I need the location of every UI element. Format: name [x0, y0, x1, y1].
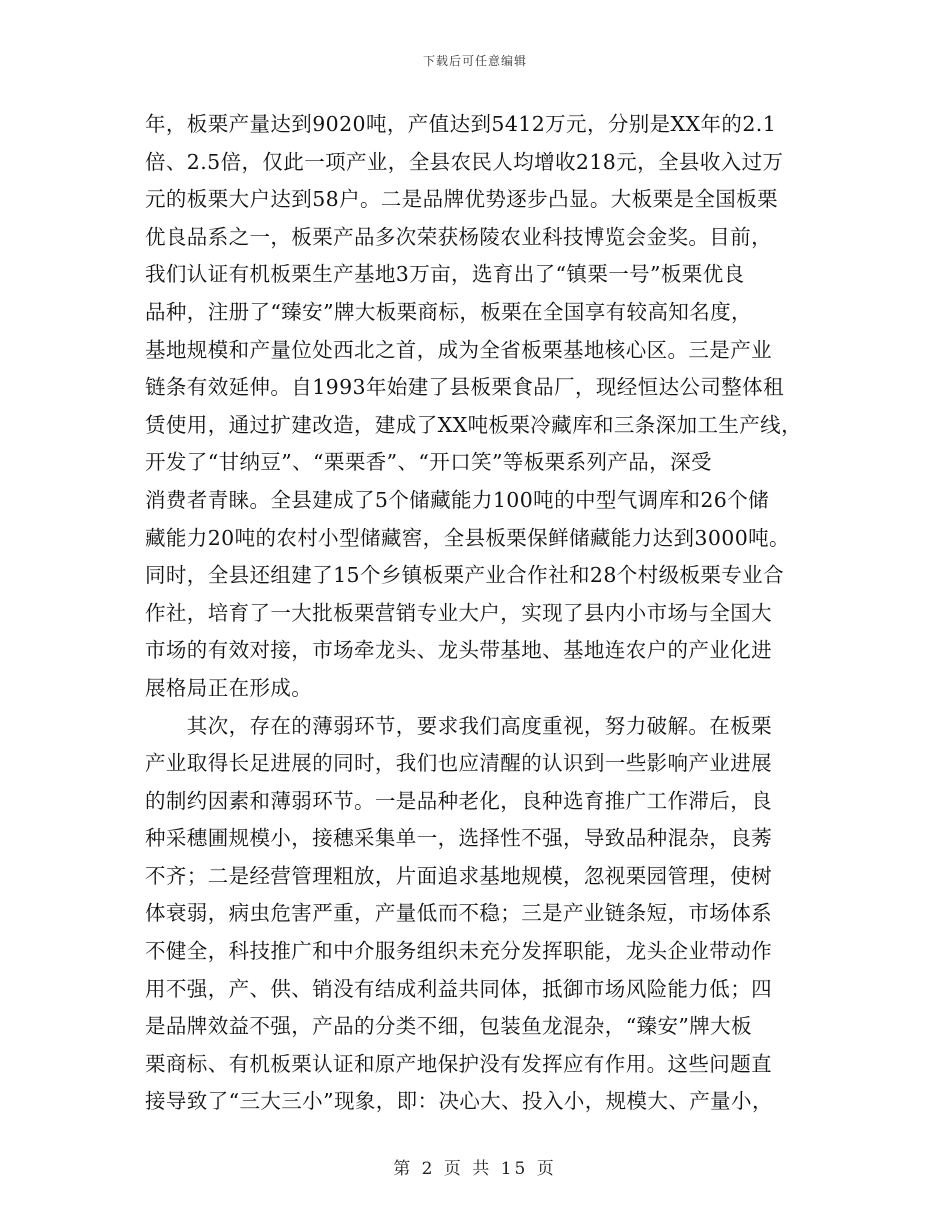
text-line: 作社，培育了一大批板栗营销专业大户，实现了县内小市场与全国大 — [145, 600, 772, 625]
text-line: 基地规模和产量位处西北之首，成为全省板栗基地核心区。三是产业 — [145, 337, 772, 362]
text-line: 的制约因素和薄弱环节。一是品种老化，良种选育推广工作滞后，良 — [145, 788, 772, 813]
text-line: 我们认证有机板栗生产基地3万亩，选育出了“镇栗一号”板栗优良 — [145, 262, 745, 287]
text-line: 倍、2.5倍，仅此一项产业，全县农民人均增收218元，全县收入过万 — [145, 149, 784, 174]
text-line: 市场的有效对接，市场牵龙头、龙头带基地、基地连农户的产业化进 — [145, 638, 772, 663]
text-line: 元的板栗大户达到58户。二是品牌优势逐步凸显。大板栗是全国板栗 — [145, 187, 778, 212]
page-header: 下载后可任意编辑 — [422, 54, 527, 68]
text-line: 是品牌效益不强，产品的分类不细，包装鱼龙混杂，“臻安”牌大板 — [145, 1014, 752, 1039]
body-text — [145, 106, 810, 1121]
text-line: 种采穗圃规模小，接穗采集单一，选择性不强，导致品种混杂，良莠 — [145, 826, 772, 851]
text-line: 年，板栗产量达到9020吨，产值达到5412万元，分别是XX年的2.1 — [145, 112, 777, 136]
text-line: 藏能力20吨的农村小型储藏窖，全县板栗保鲜储藏能力达到3000吨。 — [145, 525, 790, 550]
text-line: 同时，全县还组建了15个乡镇板栗产业合作社和28个村级板栗专业合 — [145, 563, 784, 588]
text-line: 体衰弱，病虫危害严重，产量低而不稳；三是产业链条短，市场体系 — [145, 901, 772, 926]
text-line: 不健全，科技推广和中介服务组织未充分发挥职能，龙头企业带动作 — [145, 939, 772, 964]
text-line: 优良品系之一，板栗产品多次荣获杨陵农业科技博览会金奖。目前， — [145, 224, 772, 249]
page-footer: 第 2 页 共 15 页 — [393, 1159, 557, 1179]
text-line: 其次，存在的薄弱环节，要求我们高度重视，努力破解。在板栗 — [145, 713, 772, 738]
text-line: 用不强，产、供、销没有结成利益共同体，抵御市场风险能力低；四 — [145, 976, 772, 1001]
text-line: 消费者青睐。全县建成了5个储藏能力100吨的中型气调库和26个储 — [145, 487, 770, 512]
text-line: 展格局正在形成。 — [145, 675, 313, 700]
text-line: 不齐；二是经营管理粗放，片面追求基地规模，忽视栗园管理，使树 — [145, 863, 772, 888]
text-line: 品种，注册了“臻安”牌大板栗商标，板栗在全国享有较高知名度， — [145, 299, 752, 324]
text-line: 产业取得长足进展的同时，我们也应清醒的认识到一些影响产业进展 — [145, 751, 772, 776]
text-line: 开发了“甘纳豆”、“栗栗香”、“开口笑”等板栗系列产品，深受 — [145, 450, 712, 475]
text-line: 接导致了“三大三小”现象，即：决心大、投入小，规模大、产量小， — [145, 1089, 773, 1114]
text-line: 链条有效延伸。自1993年始建了县板栗食品厂，现经恒达公司整体租 — [145, 375, 784, 400]
text-line: 赁使用，通过扩建改造，建成了XX吨板栗冷藏库和三条深加工生产线， — [145, 412, 802, 437]
text-line: 栗商标、有机板栗认证和原产地保护没有发挥应有作用。这些问题直 — [145, 1051, 772, 1076]
